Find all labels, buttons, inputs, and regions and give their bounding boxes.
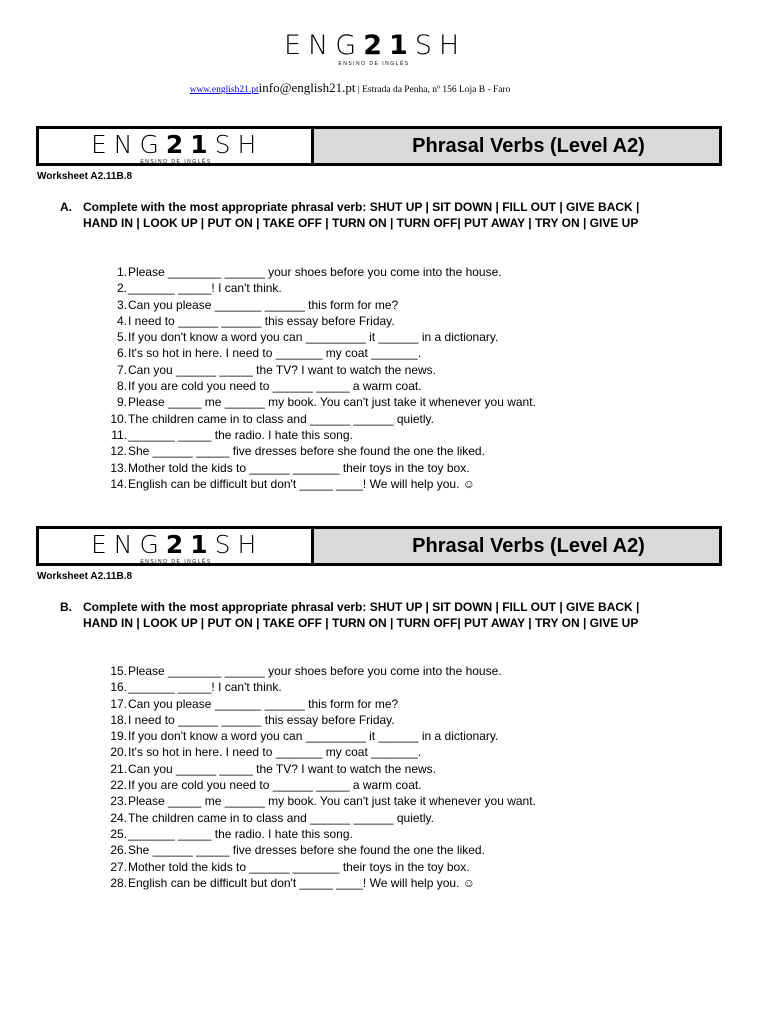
question-text: If you are cold you need to ______ _____ a warm coat. (128, 379, 422, 394)
header-logo: ENG21SH ENSINO DE INGLÊS (91, 530, 264, 565)
question-text: Can you please _______ ______ this form for me? (128, 297, 399, 312)
instructions (60, 599, 670, 631)
question-number: 8. (116, 379, 127, 394)
instructions (60, 199, 670, 231)
section-a-header (36, 126, 722, 166)
question-number: 25. (110, 826, 127, 841)
question-text: _______ _____! I can't think. (128, 680, 282, 695)
question-number: 9. (116, 395, 127, 410)
question-item (100, 280, 700, 296)
question-item (100, 696, 700, 712)
question-item (100, 394, 700, 410)
question-text: She ______ _____ five dresses before she found the one the liked. (128, 444, 485, 459)
question-text: If you don't know a word you can _________ it ______ in a dictionary. (128, 729, 499, 744)
question-item (100, 761, 700, 777)
question-number: 6. (116, 346, 127, 361)
question-number: 10. (110, 411, 127, 426)
brand-logo (284, 30, 467, 67)
question-item (100, 297, 700, 313)
contact-line (0, 80, 700, 96)
header-title-cell (314, 129, 719, 163)
question-text: Please _____ me ______ my book. You can't just take it whenever you want. (128, 395, 536, 410)
instruction-text: Complete with the most appropriate phrasal verb: SHUT UP | SIT DOWN | FILL OUT | GIVE BACK | HAND IN | LOOK UP | PUT ON | TAKE OFF | TURN ON | TURN OFF| PUT AWAY | TRY ON | GIVE UP (83, 200, 640, 230)
question-number: 19. (110, 729, 127, 744)
question-text: She ______ _____ five dresses before she found the one the liked. (128, 843, 485, 858)
question-number: 13. (110, 460, 127, 475)
section-b-header (36, 526, 722, 566)
question-item (100, 411, 700, 427)
question-text: _______ _____ the radio. I hate this song. (128, 427, 353, 442)
question-number: 23. (110, 794, 127, 809)
question-number: 14. (110, 476, 127, 491)
website-link[interactable]: www.english21.pt (189, 85, 259, 95)
question-number: 3. (116, 297, 127, 312)
question-number: 17. (110, 696, 127, 711)
question-number: 12. (110, 444, 127, 459)
question-list (100, 264, 700, 492)
question-number: 26. (110, 843, 127, 858)
question-number: 5. (116, 330, 127, 345)
question-item (100, 476, 700, 492)
question-text: The children came in to class and ______ ______ quietly. (128, 810, 434, 825)
question-item (100, 663, 700, 679)
question-number: 16. (110, 680, 127, 695)
question-number: 1. (116, 265, 127, 279)
email-text: info@english21.pt (258, 80, 356, 95)
question-item (100, 345, 700, 361)
question-item (100, 378, 700, 394)
question-text: Can you please _______ ______ this form for me? (128, 696, 399, 711)
address-text: | Estrada da Penha, nº 156 Loja B - Faro (357, 85, 511, 95)
question-text: Mother told the kids to ______ _______ their toys in the toy box. (128, 460, 470, 475)
question-item (100, 728, 700, 744)
question-item (100, 875, 700, 891)
question-number: 28. (110, 875, 127, 890)
question-text: Please _____ me ______ my book. You can't just take it whenever you want. (128, 794, 536, 809)
question-number: 20. (110, 745, 127, 760)
question-item (100, 329, 700, 345)
question-item (100, 826, 700, 842)
question-number: 7. (116, 362, 127, 377)
question-text: Mother told the kids to ______ _______ their toys in the toy box. (128, 859, 470, 874)
question-list (100, 663, 700, 891)
worksheet-id: Worksheet A2.11B.8 (37, 171, 133, 182)
question-number: 22. (110, 778, 127, 793)
question-text: I need to ______ ______ this essay before Friday. (128, 313, 395, 328)
question-number: 18. (110, 712, 127, 727)
question-text: Can you ______ _____ the TV? I want to watch the news. (128, 362, 436, 377)
question-number: 4. (116, 313, 127, 328)
question-number: 15. (110, 664, 127, 678)
question-item (100, 777, 700, 793)
logo-tagline: ENSINO DE INGLÊS (338, 61, 410, 67)
exercise-letter: B. (60, 600, 72, 614)
page-title: Phrasal Verbs (Level A2) (412, 534, 645, 557)
question-item (100, 427, 700, 443)
question-item (100, 842, 700, 858)
instruction-text: Complete with the most appropriate phrasal verb: SHUT UP | SIT DOWN | FILL OUT | GIVE BACK | HAND IN | LOOK UP | PUT ON | TAKE OFF | TURN ON | TURN OFF| PUT AWAY | TRY ON | GIVE UP (83, 600, 640, 630)
exercise-letter: A. (60, 200, 72, 214)
header-logo-cell (39, 529, 314, 563)
question-text: I need to ______ ______ this essay before Friday. (128, 712, 395, 727)
page-title: Phrasal Verbs (Level A2) (412, 134, 645, 157)
question-item (100, 264, 700, 280)
question-text: It's so hot in here. I need to _______ my coat _______. (128, 346, 422, 361)
question-text: If you are cold you need to ______ _____ a warm coat. (128, 778, 422, 793)
worksheet-id: Worksheet A2.11B.8 (37, 571, 133, 582)
question-text: Can you ______ _____ the TV? I want to watch the news. (128, 761, 436, 776)
question-text: Please ________ ______ your shoes before you come into the house. (128, 265, 502, 279)
question-item (100, 362, 700, 378)
header-logo-cell (39, 129, 314, 163)
question-item (100, 443, 700, 459)
question-item (100, 313, 700, 329)
question-text: English can be difficult but don't _____ ____! We will help you. ☺ (128, 476, 475, 491)
question-text: Please ________ ______ your shoes before you come into the house. (128, 664, 502, 678)
question-text: English can be difficult but don't _____ ____! We will help you. ☺ (128, 875, 475, 890)
question-number: 21. (110, 761, 127, 776)
question-text: If you don't know a word you can _________ it ______ in a dictionary. (128, 330, 499, 345)
question-item (100, 859, 700, 875)
question-item (100, 712, 700, 728)
header-logo: ENG21SH ENSINO DE INGLÊS (91, 130, 264, 165)
question-text: _______ _____ the radio. I hate this song. (128, 826, 353, 841)
question-number: 11. (111, 427, 127, 442)
question-item (100, 810, 700, 826)
header-title-cell (314, 529, 719, 563)
question-item (100, 679, 700, 695)
logo-wordmark: ENG21SH (284, 30, 467, 61)
question-text: It's so hot in here. I need to _______ my coat _______. (128, 745, 422, 760)
question-item (100, 793, 700, 809)
question-number: 27. (110, 859, 127, 874)
question-text: The children came in to class and ______ ______ quietly. (128, 411, 434, 426)
question-item (100, 460, 700, 476)
question-item (100, 744, 700, 760)
question-number: 24. (110, 810, 127, 825)
question-number: 2. (116, 281, 127, 296)
question-text: _______ _____! I can't think. (128, 281, 282, 296)
